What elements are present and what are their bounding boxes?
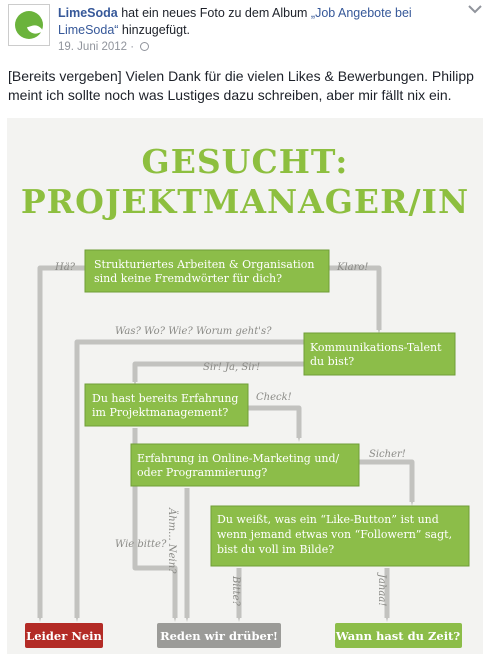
arrow-q3-to-q4 (248, 408, 299, 438)
label-was: Was? Wo? Wie? Worum geht's? (115, 326, 272, 337)
action-suffix: hinzugefügt. (118, 23, 191, 37)
result-boxes (25, 623, 462, 648)
post-message: [Bereits vergeben] Vielen Dank für die vielen Likes & Bewerbungen. Philipp meint ich sollte noch was Lustiges dazu schreiben, aber mir fällt nix ein. (8, 68, 474, 103)
post-photo[interactable] (7, 118, 483, 654)
arrow-q1-to-q2 (329, 268, 379, 330)
label-jahaa: Jahaa! (376, 574, 387, 607)
page-avatar[interactable] (8, 4, 50, 46)
question-box-3 (85, 384, 248, 426)
q3-line2: im Projektmanagement? (92, 406, 229, 419)
question-box-2 (304, 333, 455, 375)
label-wie-bitte: Wie bitte? (115, 539, 167, 550)
label-ha: Hä? (55, 262, 76, 273)
question-box-4 (131, 444, 359, 486)
post-header (0, 0, 490, 62)
arrow-q4-to-q5 (359, 462, 412, 502)
result-no-label: Leider Nein (26, 629, 102, 643)
q4-line1: Erfahrung in Online-Marketing und/ (137, 452, 340, 465)
album-link[interactable]: „Job Angebote bei LimeSoda“ (58, 6, 412, 37)
q2-line1: Kommunikations-Talent (310, 341, 442, 354)
post-date[interactable]: 19. Juni 2012 · (58, 41, 138, 53)
q3-line1: Du hast bereits Erfahrung (92, 392, 239, 405)
label-sir: Sir! Ja, Sir! (203, 362, 261, 373)
q5-line1: Du weißt, was ein “Like-Button” ist und (217, 513, 439, 526)
q1-line1: Strukturiertes Arbeiten & Organisation (94, 258, 315, 271)
result-yes-label: Wann hast du Zeit? (335, 629, 461, 643)
action-text: hat ein neues Foto zu dem Album (117, 6, 311, 20)
q2-line2: du bist? (310, 355, 355, 368)
post-meta (58, 41, 149, 53)
poster-title-line1: GESUCHT: (141, 142, 349, 181)
post-menu-chevron-icon[interactable] (465, 2, 485, 16)
label-ahm-nein: Ähm... Nein? (166, 508, 177, 574)
q5-line2: wenn jemand etwas von “Followern” sagt, (217, 528, 453, 541)
q1-line2: sind keine Fremdwörter für dich? (94, 272, 283, 285)
label-bitte: Bitte? (230, 576, 241, 606)
question-box-1 (85, 250, 329, 292)
label-sicher: Sicher! (369, 449, 406, 460)
label-klaro: Klaro! (337, 262, 369, 273)
q5-line3: bist du voll im Bilde? (217, 543, 335, 556)
page-name-link[interactable]: LimeSoda (58, 6, 118, 20)
label-check: Check! (256, 392, 292, 403)
limesoda-logo-icon (15, 11, 43, 39)
q4-line2: oder Programmierung? (137, 466, 268, 479)
poster-title-line2: PROJEKTMANAGER/IN (20, 182, 470, 221)
post-headline (58, 5, 458, 39)
public-globe-icon (140, 42, 149, 51)
flowchart-poster (7, 118, 483, 654)
result-talk-label: Reden wir drüber! (160, 629, 278, 643)
